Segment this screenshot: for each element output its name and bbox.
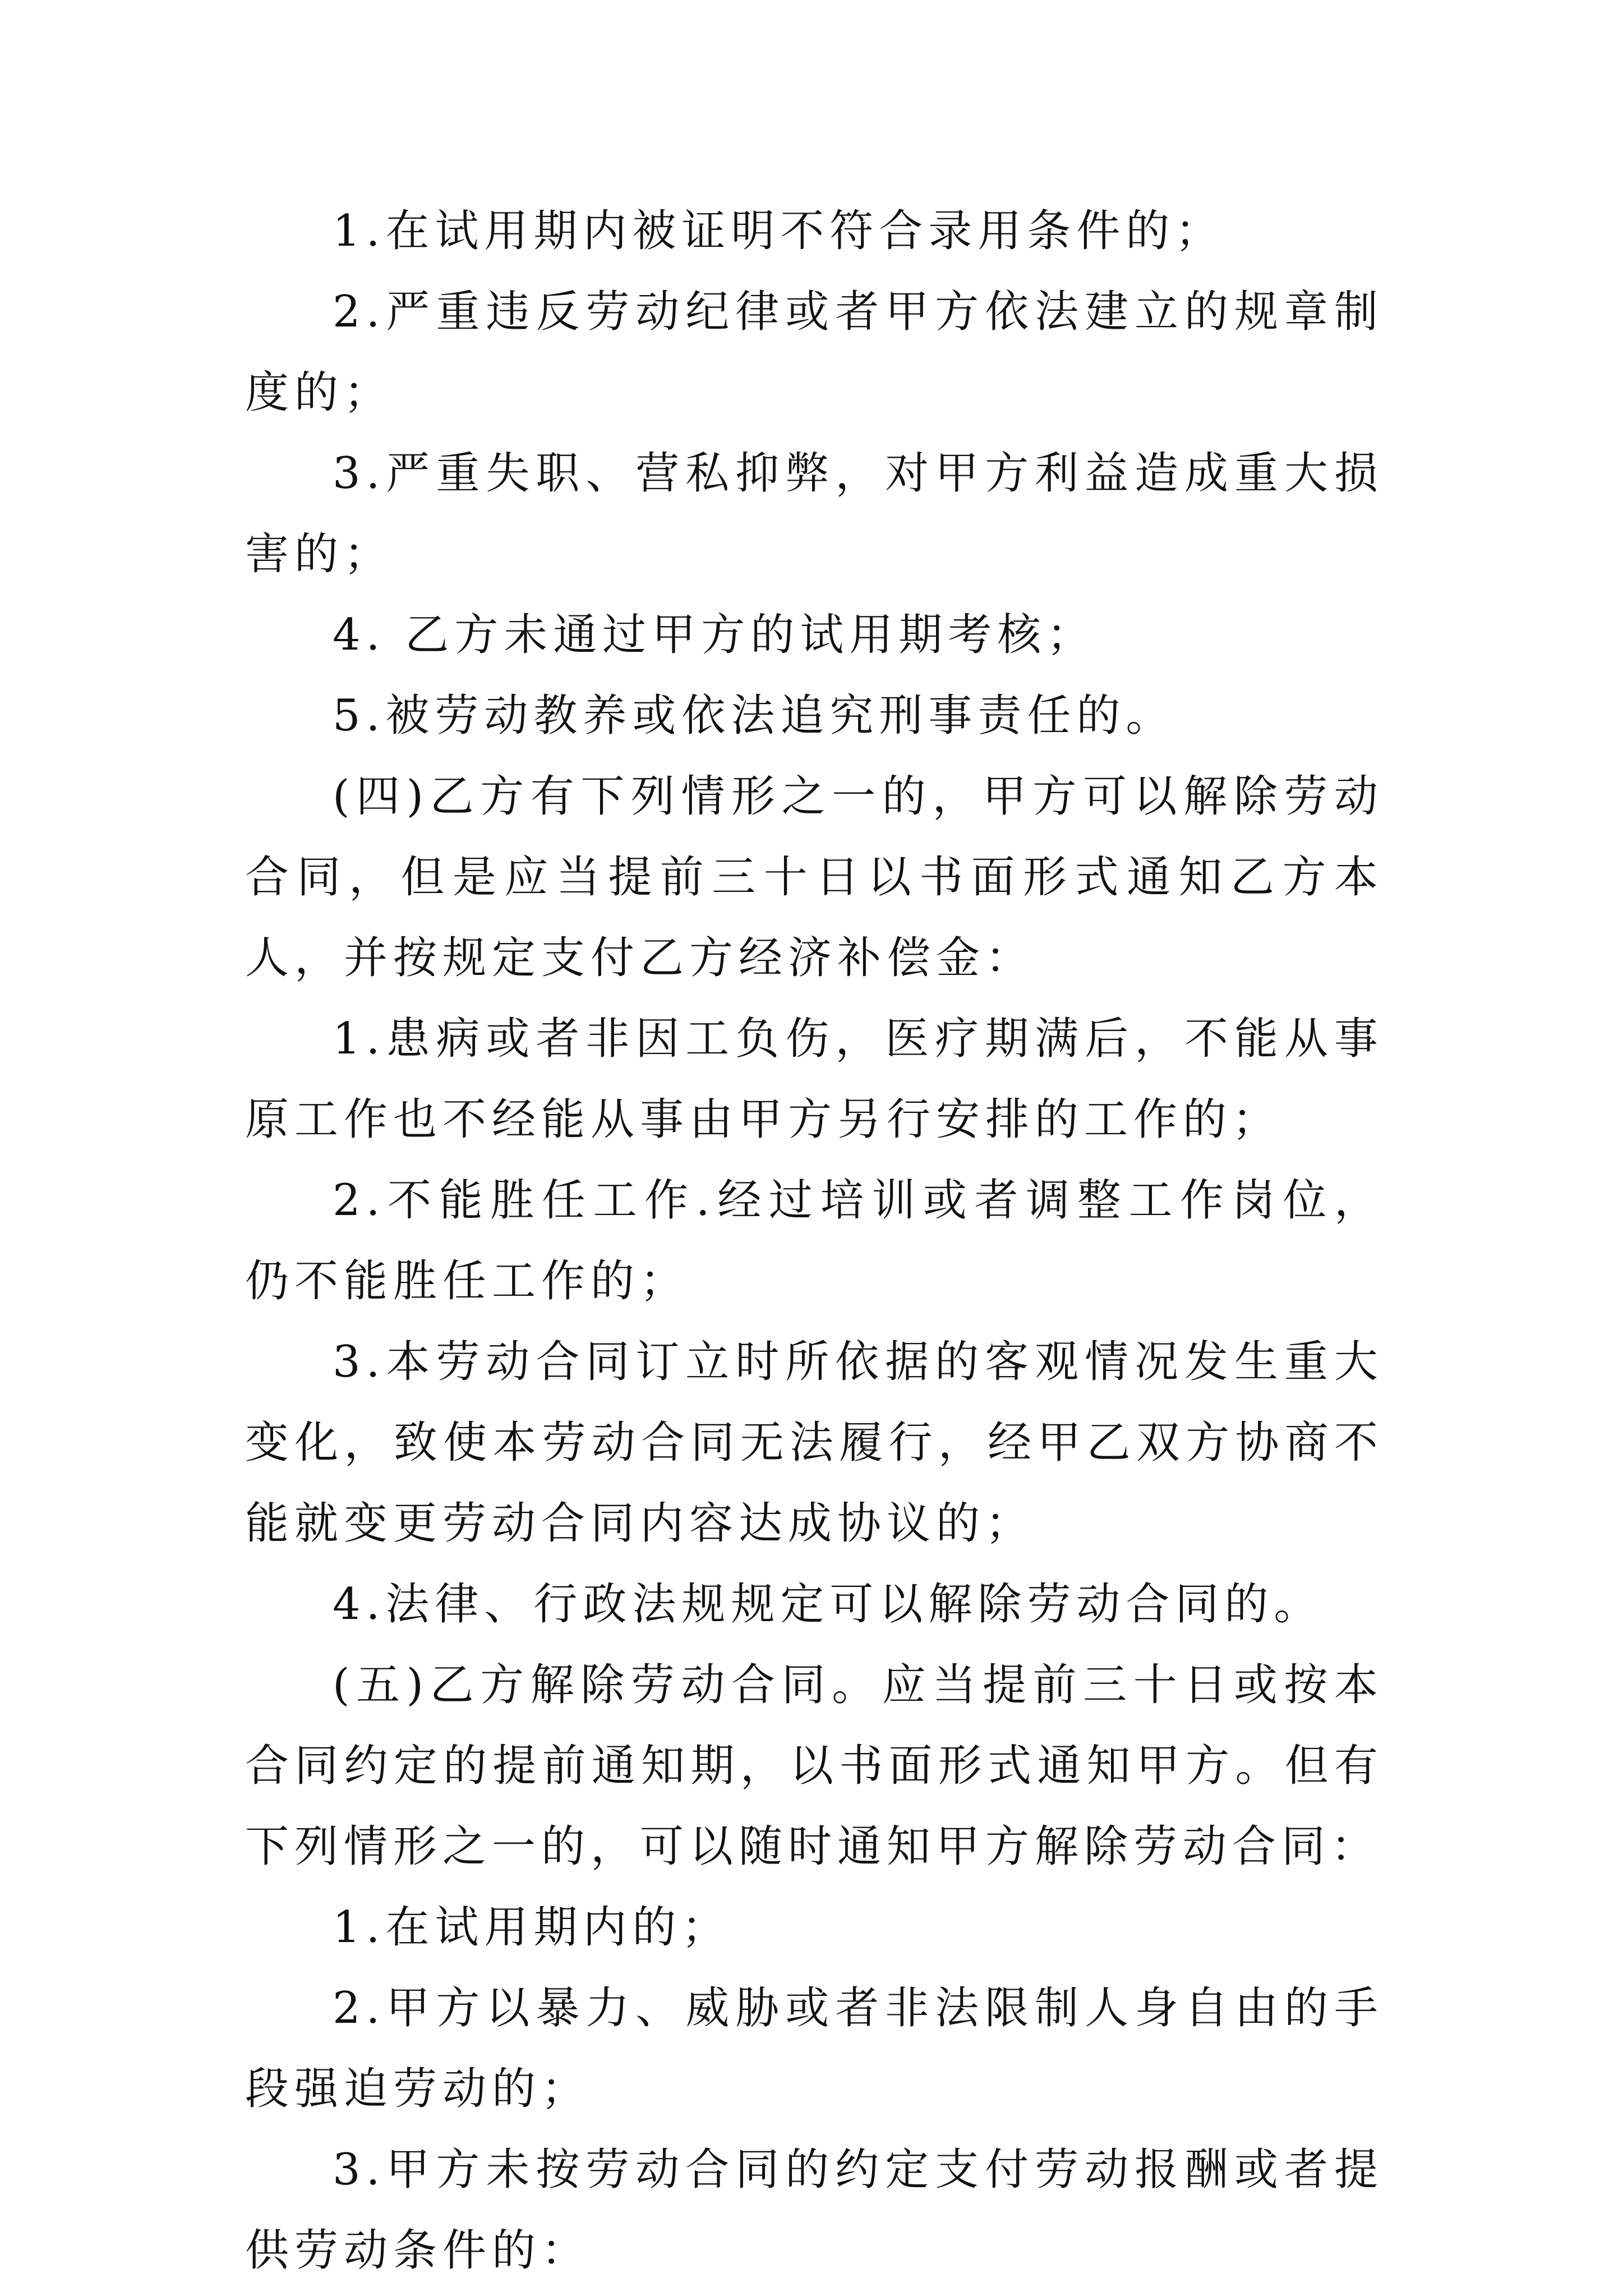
clause-paragraph: 1.患病或者非因工负伤，医疗期满后，不能从事原工作也不经能从事由甲方另行安排的工作的； xyxy=(245,1014,1384,1145)
clause-paragraph: 2.严重违反劳动纪律或者甲方依法建立的规章制度的； xyxy=(245,287,1384,418)
section-paragraph: (四)乙方有下列情形之一的，甲方可以解除劳动合同，但是应当提前三十日以书面形式通知乙方本人，并按规定支付乙方经济补偿金： xyxy=(245,771,1384,983)
clause-paragraph: 1.在试用期内被证明不符合录用条件的； xyxy=(333,206,1225,256)
clause-paragraph: 4.法律、行政法规规定可以解除劳动合同的。 xyxy=(333,1579,1324,1630)
clause-paragraph: 4. 乙方未通过甲方的试用期考核； xyxy=(333,610,1096,660)
clause-paragraph: 3.甲方未按劳动合同的约定支付劳动报酬或者提供劳动条件的： xyxy=(245,2145,1384,2276)
clause-paragraph: 5.被劳动教养或依法追究刑事责任的。 xyxy=(333,691,1175,741)
clause-paragraph: 2.甲方以暴力、威胁或者非法限制人身自由的手段强迫劳动的； xyxy=(245,1983,1384,2114)
clause-paragraph: 3.严重失职、营私抑弊，对甲方利益造成重大损害的； xyxy=(245,448,1384,579)
clause-paragraph: 1.在试用期内的； xyxy=(333,1902,731,1953)
clause-paragraph: 2.不能胜任工作.经过培训或者调整工作岗位，仍不能胜任工作的； xyxy=(245,1175,1384,1306)
section-paragraph: (五)乙方解除劳动合同。应当提前三十日或按本合同约定的提前通知期，以书面形式通知甲方。但有下列情形之一的，可以随时通知甲方解除劳动合同： xyxy=(245,1660,1384,1872)
clause-paragraph: 3.本劳动合同订立时所依据的客观情况发生重大变化，致使本劳动合同无法履行，经甲乙双方协商不能就变更劳动合同内容达成协议的； xyxy=(245,1337,1384,1549)
body-text xyxy=(245,191,1384,2291)
